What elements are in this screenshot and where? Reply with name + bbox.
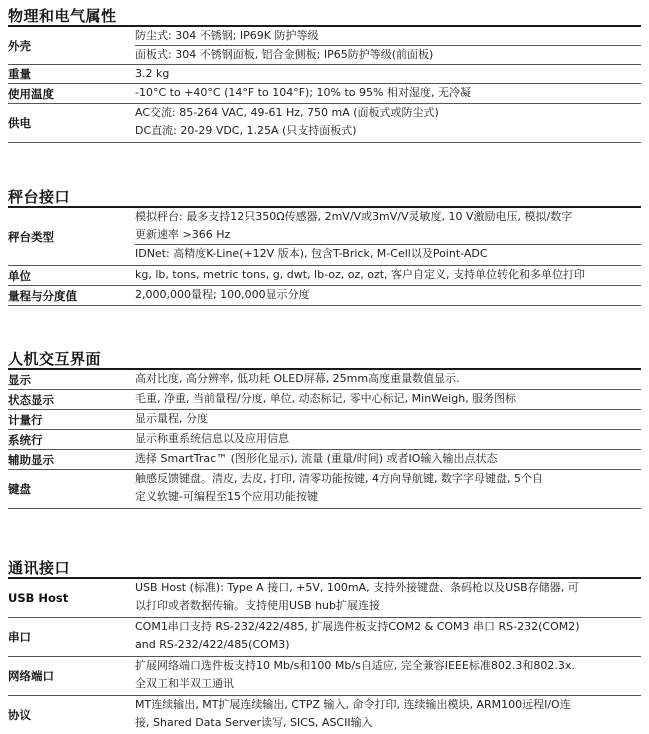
row-label: 重量 [8,67,31,81]
row-label: 使用温度 [8,86,54,101]
row-value: 选择 SmartTrac™ (图形化显示), 流量 (重量/时间) 或者IO输入输出点状态 [135,452,498,465]
row-value: and RS-232/422/485(COM3) [135,638,290,651]
section-title: 通讯接口 [8,559,71,577]
row-label: 供电 [8,116,31,130]
section-title: 物理和电气属性 [8,7,117,25]
row-usb-host [8,579,641,618]
row-label: 键盘 [8,482,31,496]
row-metrology-line [8,410,641,430]
row-value: 面板式: 304 不锈钢面板, 铝合金侧板; IP65防护等级(前面板) [135,48,434,61]
row-value: 2,000,000量程; 100,000显示分度 [135,288,310,301]
row-value: 接, Shared Data Server读写, SICS, ASCII输入 [135,716,373,729]
row-value: 高对比度, 高分辨率, 低功耗 OLED屏幕, 25mm高度重量数值显示. [135,372,460,385]
section-platform-interface [0,186,649,316]
row-label: 网络端口 [8,669,54,683]
row-value: 触感反馈键盘。清皮, 去皮, 打印, 清零功能按键, 4方向导航键, 数字字母键盘, 5个自 [135,472,543,485]
row-keyboard [8,470,641,509]
row-value: 防尘式: 304 不锈钢; IP69K 防护等级 [135,27,641,46]
row-label: 计量行 [8,412,43,427]
row-label: 单位 [8,268,31,283]
row-value: 全双工和半双工通讯 [135,677,234,690]
row-label: USB Host [8,591,69,605]
row-value: MT连续输出, MT扩展连续输出, CTPZ 输入, 命令打印, 连续输出模块, ARM100远程I/O连 [135,698,571,711]
section-physical-electrical [0,0,649,160]
row-value: 模拟秤台: 最多支持12只350Ω传感器, 2mV/V或3mV/V灵敏度, 10 V激励电压, 模拟/数字 [135,210,573,223]
row-protocol [8,696,641,733]
row-value: 扩展网络端口选件板支持10 Mb/s和100 Mb/s自适应, 完全兼容IEEE标准802.3和802.3x. [135,659,575,672]
row-display [8,370,641,390]
row-value: 定义软键-可编程至15个应用功能按键 [135,490,318,503]
row-weight [8,65,641,84]
row-value: 更新速率 >366 Hz [135,226,641,245]
section-title: 秤台接口 [8,188,71,206]
row-label: 系统行 [8,432,43,447]
row-serial [8,618,641,657]
row-value: 显示称重系统信息以及应用信息 [135,432,289,445]
row-value: USB Host (标准): Type A 接口, +5V, 100mA, 支持外接键盘、条码枪以及USB存储器, 可 [135,581,579,594]
row-value: COM1串口支持 RS-232/422/485, 扩展选件板支持COM2 & COM3 串口 RS-232(COM2) [135,620,580,633]
section-communication [0,557,649,734]
row-value: DC直流: 20-29 VDC, 1.25A (只支持面板式) [135,124,357,137]
row-aux-display [8,450,641,470]
row-label: 协议 [8,707,31,722]
section-title: 人机交互界面 [8,350,102,368]
row-status-display [8,390,641,410]
row-value: 3.2 kg [135,67,170,80]
row-value: -10°C to +40°C (14°F to 104°F); 10% to 95% 相对湿度, 无冷凝 [135,86,471,99]
row-units [8,266,641,286]
row-value: 以打印或者数据传输。支持使用USB hub扩展连接 [135,599,381,612]
row-value: kg, lb, tons, metric tons, g, dwt, lb-oz, oz, ozt, 客户自定义, 支持单位转化和多单位打印 [135,268,586,281]
row-label: 串口 [8,630,31,644]
row-label: 显示 [8,372,31,387]
row-network [8,657,641,696]
row-value: IDNet: 高精度K-Line(+12V 版本), 包含T-Brick, M-Cell以及Point-ADC [135,247,488,260]
row-label: 辅助显示 [8,452,54,467]
row-label: 量程与分度值 [8,288,77,303]
row-label: 状态显示 [8,392,54,407]
row-range [8,286,641,306]
row-value: 毛重, 净重, 当前量程/分度, 单位, 动态标记, 零中心标记, MinWeigh, 服务图标 [135,392,517,405]
row-label: 外壳 [8,38,31,53]
row-value: 显示量程, 分度 [135,412,208,425]
row-value: AC交流: 85-264 VAC, 49-61 Hz, 750 mA (面板式或防尘式) [135,106,439,119]
row-platform-type [8,208,641,266]
row-label: 秤台类型 [8,229,54,244]
row-temperature [8,84,641,104]
section-hmi [0,348,649,518]
row-enclosure [8,27,641,65]
row-power [8,104,641,143]
row-system-line [8,430,641,450]
